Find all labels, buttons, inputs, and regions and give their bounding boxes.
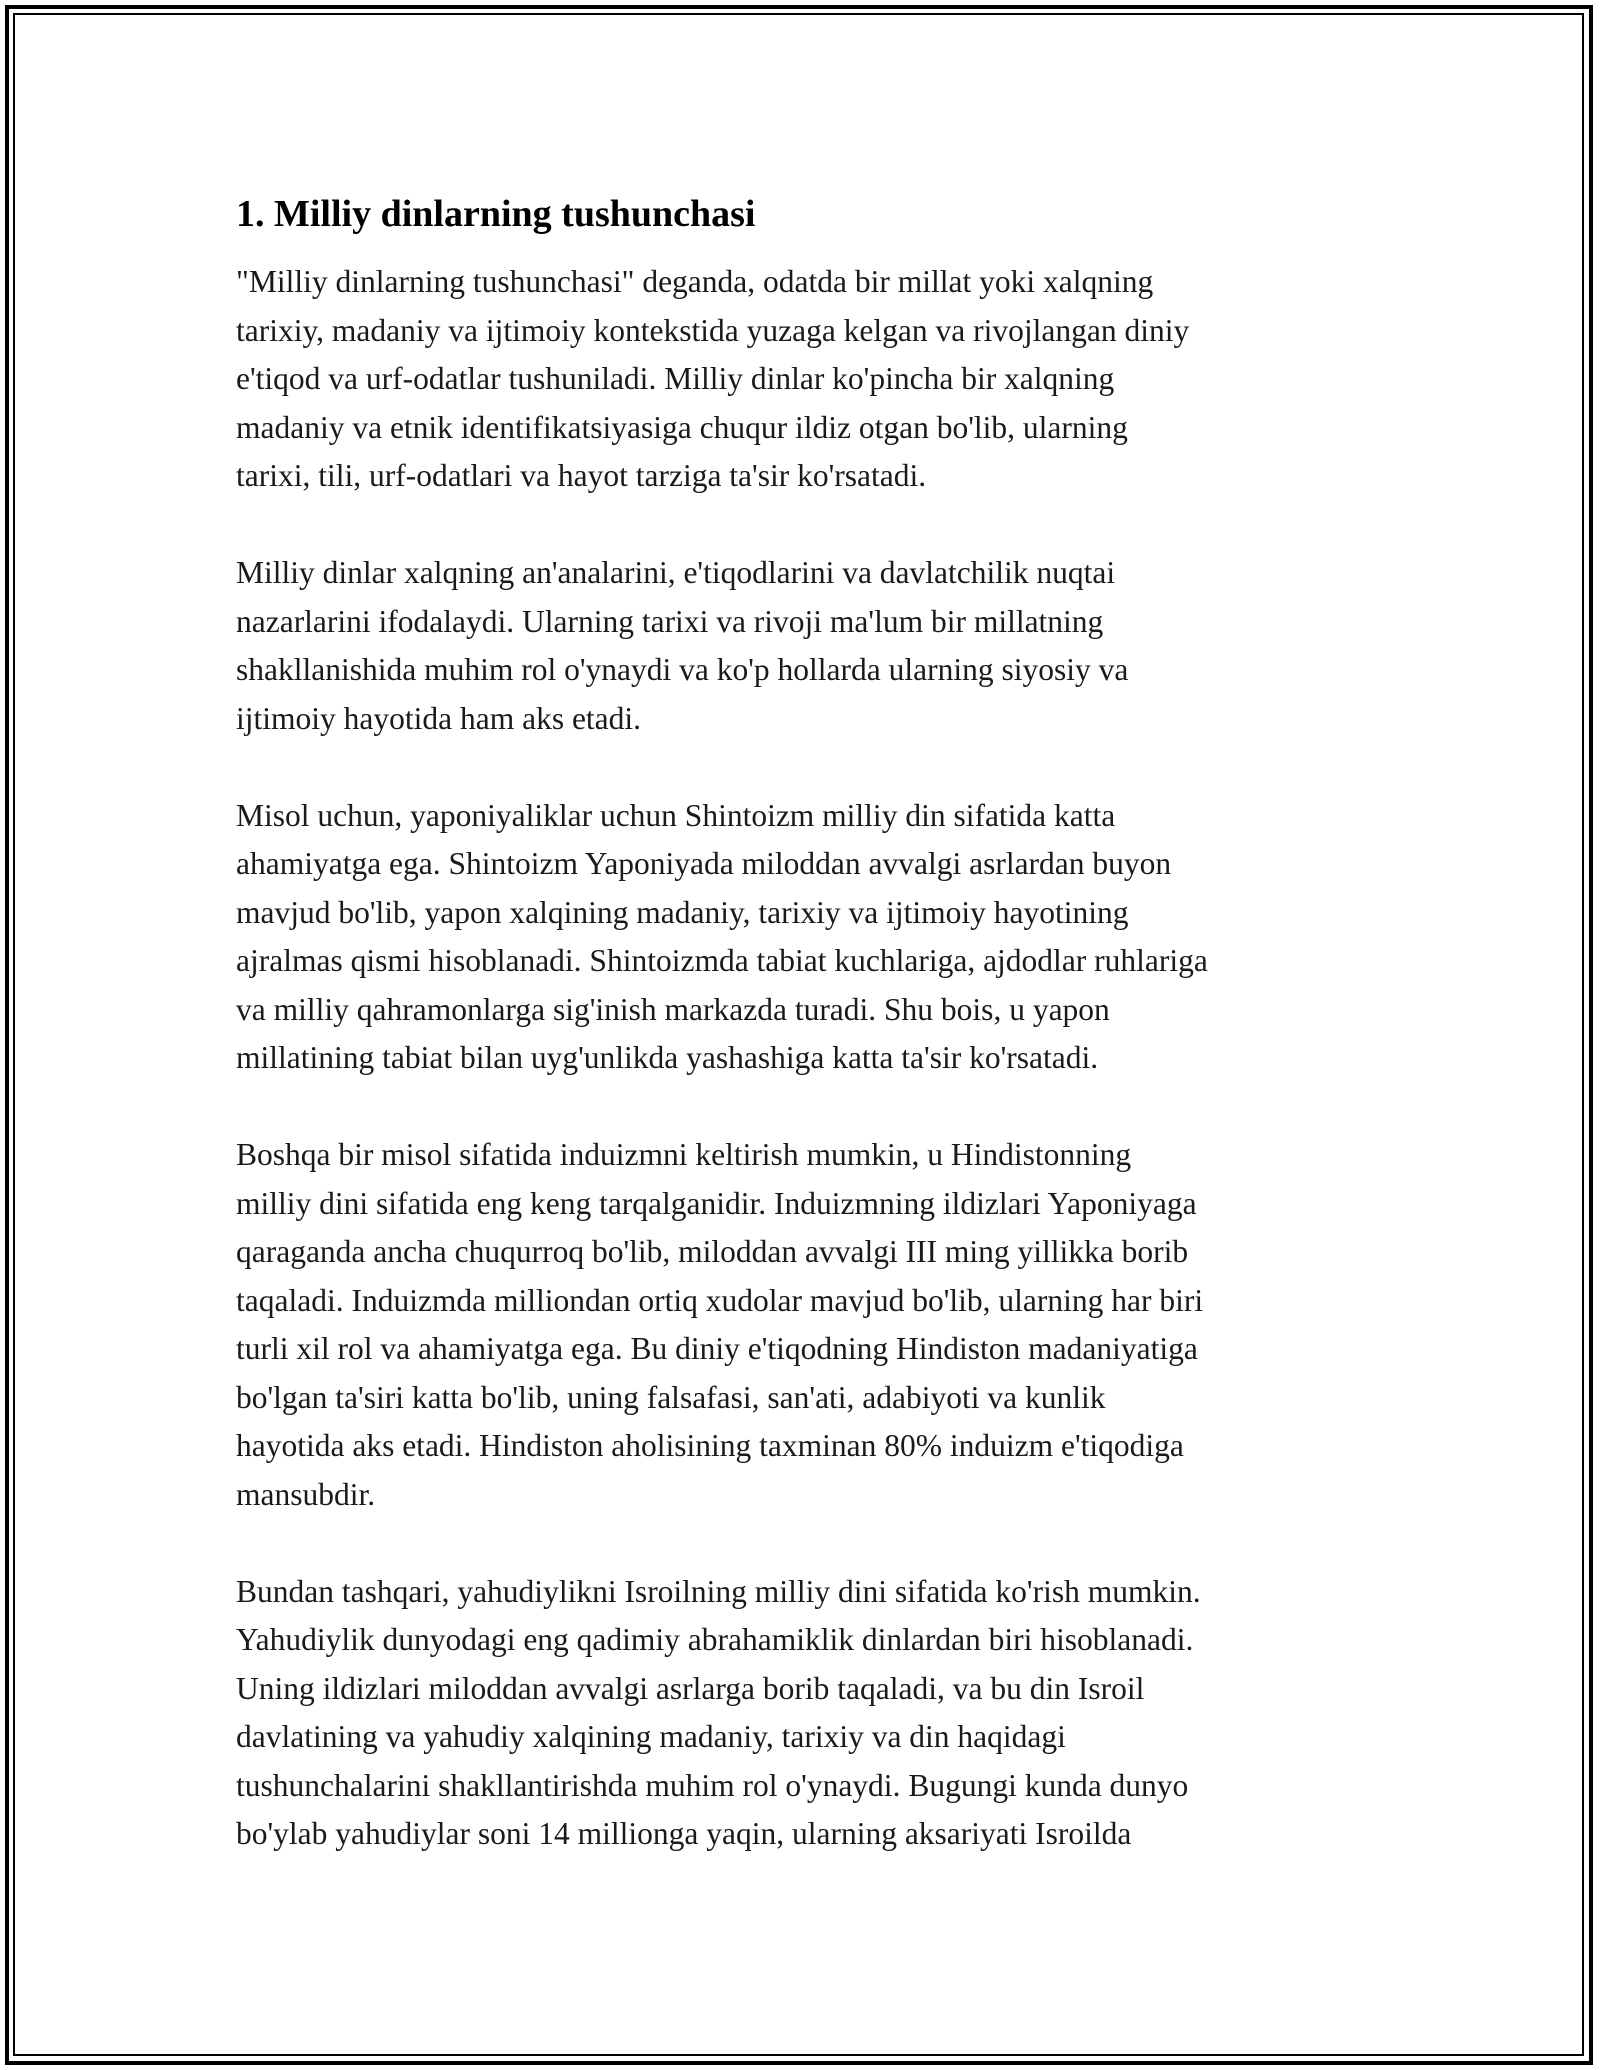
paragraph <box>236 549 1376 743</box>
paragraph <box>236 792 1376 1083</box>
text-line: Bundan tashqari, yahudiylikni Isroilning milliy dini sifatida ko'rish mumkin. <box>236 1573 1201 1609</box>
text-line: turli xil rol va ahamiyatga ega. Bu diniy e'tiqodning Hindiston madaniyatiga <box>236 1331 1198 1366</box>
text-line: taqaladi. Induizmda milliondan ortiq xudolar mavjud bo'lib, ularning har biri <box>236 1282 1204 1318</box>
text-line: Milliy dinlar xalqning an'analarini, e'tiqodlarini va davlatchilik nuqtai <box>236 555 1116 590</box>
text-line: madaniy va etnik identifikatsiyasiga chuqur ildiz otgan bo'lib, ularning <box>236 409 1128 445</box>
text-line: e'tiqod va urf-odatlar tushuniladi. Milliy dinlar ko'pincha bir xalqning <box>236 361 1115 396</box>
paragraph <box>236 1131 1376 1519</box>
text-line: tarixiy, madaniy va ijtimoiy kontekstida yuzaga kelgan va rivojlangan diniy <box>236 312 1190 348</box>
text-line: "Milliy dinlarning tushunchasi" deganda, odatda bir millat yoki xalqning <box>236 264 1154 299</box>
section-heading: 1. Milliy dinlarning tushunchasi <box>236 193 756 235</box>
document-body <box>236 188 1376 1907</box>
text-line: ajralmas qismi hisoblanadi. Shintoizmda tabiat kuchlariga, ajdodlar ruhlariga <box>236 943 1208 978</box>
text-line: mavjud bo'lib, yapon xalqining madaniy, tarixiy va ijtimoiy hayotining <box>236 894 1129 930</box>
text-line: tushunchalarini shakllantirishda muhim rol o'ynaydi. Bugungi kunda dunyo <box>236 1767 1189 1803</box>
text-line: davlatining va yahudiy xalqining madaniy, tarixiy va din haqidagi <box>236 1719 1066 1754</box>
text-line: millatining tabiat bilan uyg'unlikda yashashiga katta ta'sir ko'rsatadi. <box>236 1040 1099 1075</box>
text-line: bo'ylab yahudiylar soni 14 millionga yaqin, ularning aksariyati Isroilda <box>236 1816 1132 1851</box>
text-line: tarixi, tili, urf-odatlari va hayot tarziga ta'sir ko'rsatadi. <box>236 458 927 493</box>
text-line: ijtimoiy hayotida ham aks etadi. <box>236 700 642 736</box>
text-line: Yahudiylik dunyodagi eng qadimiy abrahamiklik dinlardan biri hisoblanadi. <box>236 1622 1194 1657</box>
paragraph <box>236 258 1376 501</box>
text-line: nazarlarini ifodalaydi. Ularning tarixi va rivoji ma'lum bir millatning <box>236 603 1104 639</box>
text-line: hayotida aks etadi. Hindiston aholisining taxminan 80% induizm e'tiqodiga <box>236 1428 1184 1463</box>
text-line: qaraganda ancha chuqurroq bo'lib, miloddan avvalgi III ming yillikka borib <box>236 1234 1189 1269</box>
text-line: bo'lgan ta'siri katta bo'lib, uning falsafasi, san'ati, adabiyoti va kunlik <box>236 1379 1106 1415</box>
text-line: ahamiyatga ega. Shintoizm Yaponiyada miloddan avvalgi asrlardan buyon <box>236 846 1172 881</box>
text-line: shakllanishida muhim rol o'ynaydi va ko'p hollarda ularning siyosiy va <box>236 652 1129 687</box>
text-line: Boshqa bir misol sifatida induizmni keltirish mumkin, u Hindistonning <box>236 1137 1132 1172</box>
text-line: milliy dini sifatida eng keng tarqalganidir. Induizmning ildizlari Yaponiyaga <box>236 1185 1197 1221</box>
text-line: Misol uchun, yaponiyaliklar uchun Shintoizm milliy din sifatida katta <box>236 797 1116 833</box>
paragraph-list <box>236 258 1376 1859</box>
text-line: Uning ildizlari miloddan avvalgi asrlarga borib taqaladi, va bu din Isroil <box>236 1670 1145 1706</box>
text-line: mansubdir. <box>236 1476 376 1512</box>
paragraph <box>236 1568 1376 1859</box>
text-line: va milliy qahramonlarga sig'inish markazda turadi. Shu bois, u yapon <box>236 991 1110 1027</box>
